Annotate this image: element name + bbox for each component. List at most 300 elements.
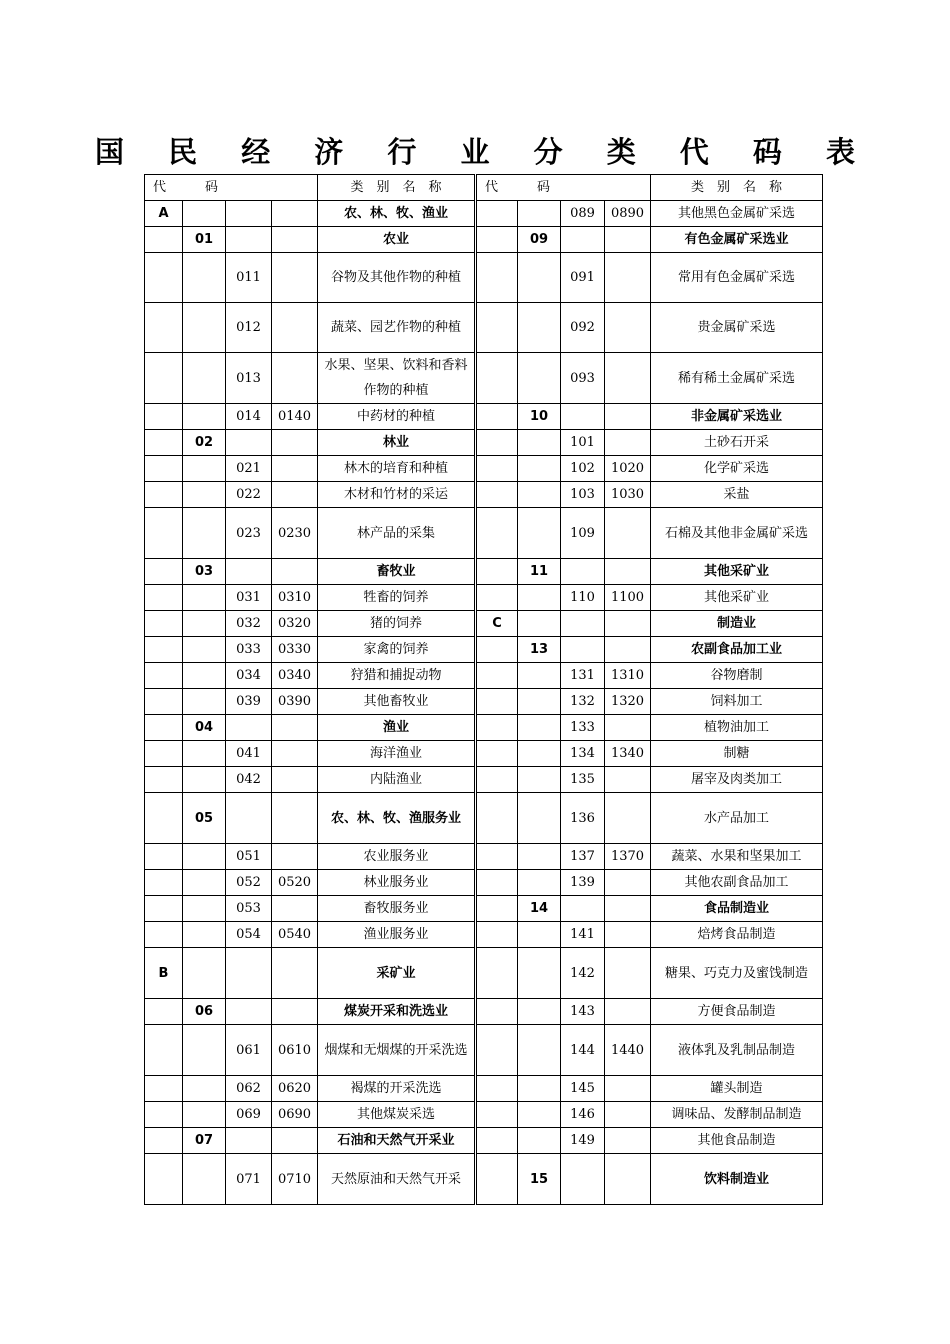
- left-code-c4: [272, 353, 318, 404]
- right-code-c4: [605, 559, 651, 585]
- left-category-name: 谷物及其他作物的种植: [318, 253, 476, 303]
- left-code-c2: [183, 253, 226, 303]
- right-code-c4: [605, 1102, 651, 1128]
- left-category-name: 渔业: [318, 715, 476, 741]
- left-code-c4: 0140: [272, 404, 318, 430]
- left-code-c4: [272, 430, 318, 456]
- table-row: [145, 741, 823, 767]
- left-code-c4: [272, 767, 318, 793]
- right-category-name: 食品制造业: [651, 896, 823, 922]
- right-code-c2: [518, 303, 561, 353]
- left-category-name: 牲畜的饲养: [318, 585, 476, 611]
- left-category-name: 石油和天然气开采业: [318, 1128, 476, 1154]
- right-code-c4: [605, 303, 651, 353]
- left-code-c3: 013: [226, 353, 272, 404]
- left-code-c2: 07: [183, 1128, 226, 1154]
- table-row: [145, 1025, 823, 1076]
- right-category-name: 蔬菜、水果和坚果加工: [651, 844, 823, 870]
- right-code-c1: [476, 844, 518, 870]
- right-category-name: 有色金属矿采选业: [651, 227, 823, 253]
- right-code-c2: [518, 611, 561, 637]
- left-code-c2: 04: [183, 715, 226, 741]
- left-code-c3: 033: [226, 637, 272, 663]
- industry-code-table: [144, 174, 823, 1205]
- left-code-c4: 0310: [272, 585, 318, 611]
- left-code-c2: [183, 585, 226, 611]
- left-code-c4: 0320: [272, 611, 318, 637]
- right-code-c3: 091: [561, 253, 605, 303]
- right-code-c3: 137: [561, 844, 605, 870]
- right-code-c1: [476, 430, 518, 456]
- right-code-c4: [605, 715, 651, 741]
- left-code-c3: 021: [226, 456, 272, 482]
- right-code-c3: 101: [561, 430, 605, 456]
- left-code-c3: 022: [226, 482, 272, 508]
- right-code-c2: [518, 715, 561, 741]
- right-code-c4: [605, 793, 651, 844]
- right-code-c4: [605, 896, 651, 922]
- right-code-c3: 102: [561, 456, 605, 482]
- left-code-c3: [226, 227, 272, 253]
- right-code-c1: [476, 303, 518, 353]
- right-category-name: 糖果、巧克力及蜜饯制造: [651, 948, 823, 999]
- right-code-c2: [518, 689, 561, 715]
- right-category-name: 非金属矿采选业: [651, 404, 823, 430]
- left-code-c2: [183, 1102, 226, 1128]
- right-code-c1: [476, 227, 518, 253]
- right-code-c4: 1030: [605, 482, 651, 508]
- left-code-c3: [226, 999, 272, 1025]
- right-category-name: 方便食品制造: [651, 999, 823, 1025]
- left-code-c1: [145, 1102, 183, 1128]
- left-code-c4: 0390: [272, 689, 318, 715]
- right-code-c3: 093: [561, 353, 605, 404]
- right-code-c4: 1340: [605, 741, 651, 767]
- left-category-name: 家禽的饲养: [318, 637, 476, 663]
- right-code-c1: [476, 1102, 518, 1128]
- left-code-c3: [226, 430, 272, 456]
- left-category-name: 林业服务业: [318, 870, 476, 896]
- left-code-c4: [272, 482, 318, 508]
- left-category-name: 林产品的采集: [318, 508, 476, 559]
- left-code-c3: 041: [226, 741, 272, 767]
- left-code-c3: 014: [226, 404, 272, 430]
- right-code-c1: [476, 1154, 518, 1205]
- right-code-c3: 133: [561, 715, 605, 741]
- left-category-name: 渔业服务业: [318, 922, 476, 948]
- right-code-c1: [476, 353, 518, 404]
- right-code-c4: [605, 922, 651, 948]
- table-row: [145, 1128, 823, 1154]
- right-category-name: 植物油加工: [651, 715, 823, 741]
- left-code-c1: [145, 689, 183, 715]
- right-code-c1: [476, 793, 518, 844]
- left-code-c3: 053: [226, 896, 272, 922]
- right-code-c1: [476, 689, 518, 715]
- right-category-name: 石棉及其他非金属矿采选: [651, 508, 823, 559]
- table-row: [145, 793, 823, 844]
- table-row: [145, 404, 823, 430]
- table-row: [145, 559, 823, 585]
- right-code-c2: [518, 430, 561, 456]
- left-code-c2: 05: [183, 793, 226, 844]
- right-code-c3: 103: [561, 482, 605, 508]
- left-category-name: 中药材的种植: [318, 404, 476, 430]
- left-code-c2: [183, 482, 226, 508]
- right-code-c4: 1100: [605, 585, 651, 611]
- table-row: [145, 870, 823, 896]
- left-code-c1: [145, 1128, 183, 1154]
- right-category-name: 其他黑色金属矿采选: [651, 201, 823, 227]
- left-category-name: 农、林、牧、渔服务业: [318, 793, 476, 844]
- left-category-name: 农业服务业: [318, 844, 476, 870]
- right-code-c1: [476, 663, 518, 689]
- right-code-c1: [476, 896, 518, 922]
- right-code-c3: [561, 227, 605, 253]
- right-category-name: 制造业: [651, 611, 823, 637]
- left-category-name: 林业: [318, 430, 476, 456]
- left-code-c4: 0330: [272, 637, 318, 663]
- table-row: [145, 922, 823, 948]
- left-code-c1: [145, 1154, 183, 1205]
- left-code-c1: [145, 1025, 183, 1076]
- left-code-c2: [183, 456, 226, 482]
- left-code-c2: [183, 353, 226, 404]
- header-name-left: 类 别 名 称: [318, 175, 476, 201]
- right-code-c4: 1310: [605, 663, 651, 689]
- right-code-c3: 110: [561, 585, 605, 611]
- table-row: [145, 353, 823, 404]
- right-category-name: 其他采矿业: [651, 559, 823, 585]
- right-code-c1: C: [476, 611, 518, 637]
- left-category-name: 煤炭开采和洗选业: [318, 999, 476, 1025]
- left-code-c4: [272, 559, 318, 585]
- right-code-c2: [518, 508, 561, 559]
- right-code-c1: [476, 922, 518, 948]
- table-row: [145, 715, 823, 741]
- right-code-c2: 13: [518, 637, 561, 663]
- left-code-c2: [183, 404, 226, 430]
- right-code-c1: [476, 637, 518, 663]
- left-code-c2: [183, 896, 226, 922]
- left-code-c1: [145, 585, 183, 611]
- left-code-c3: 011: [226, 253, 272, 303]
- right-code-c1: [476, 1128, 518, 1154]
- right-code-c2: 15: [518, 1154, 561, 1205]
- table-row: [145, 253, 823, 303]
- right-code-c4: [605, 253, 651, 303]
- right-category-name: 屠宰及肉类加工: [651, 767, 823, 793]
- right-code-c1: [476, 201, 518, 227]
- left-code-c4: 0230: [272, 508, 318, 559]
- left-category-name: 其他畜牧业: [318, 689, 476, 715]
- right-code-c4: [605, 1154, 651, 1205]
- right-code-c3: 089: [561, 201, 605, 227]
- left-code-c1: [145, 559, 183, 585]
- right-code-c4: [605, 227, 651, 253]
- right-code-c2: [518, 1076, 561, 1102]
- right-code-c3: 134: [561, 741, 605, 767]
- left-code-c4: [272, 948, 318, 999]
- left-code-c1: [145, 715, 183, 741]
- table-body: [145, 175, 823, 1205]
- left-code-c1: [145, 456, 183, 482]
- left-code-c4: [272, 896, 318, 922]
- left-code-c2: 06: [183, 999, 226, 1025]
- left-code-c3: 061: [226, 1025, 272, 1076]
- right-code-c3: 146: [561, 1102, 605, 1128]
- right-code-c4: [605, 948, 651, 999]
- left-code-c4: 0520: [272, 870, 318, 896]
- left-code-c3: [226, 559, 272, 585]
- left-category-name: 褐煤的开采洗选: [318, 1076, 476, 1102]
- left-code-c4: [272, 715, 318, 741]
- left-category-name: 水果、坚果、饮料和香料作物的种植: [318, 353, 476, 404]
- right-code-c4: 1320: [605, 689, 651, 715]
- right-code-c2: [518, 663, 561, 689]
- left-category-name: 内陆渔业: [318, 767, 476, 793]
- right-code-c2: [518, 585, 561, 611]
- right-code-c4: [605, 999, 651, 1025]
- left-code-c4: [272, 999, 318, 1025]
- right-code-c4: [605, 637, 651, 663]
- right-code-c3: 092: [561, 303, 605, 353]
- right-code-c1: [476, 870, 518, 896]
- right-category-name: 其他食品制造: [651, 1128, 823, 1154]
- right-code-c4: 0890: [605, 201, 651, 227]
- right-code-c3: 149: [561, 1128, 605, 1154]
- left-category-name: 农业: [318, 227, 476, 253]
- right-code-c2: [518, 999, 561, 1025]
- right-code-c2: [518, 353, 561, 404]
- left-category-name: 蔬菜、园艺作物的种植: [318, 303, 476, 353]
- right-category-name: 采盐: [651, 482, 823, 508]
- table-row: [145, 999, 823, 1025]
- page-title: 国 民 经 济 行 业 分 类 代 码 表: [95, 135, 872, 169]
- left-code-c4: [272, 201, 318, 227]
- left-code-c3: 034: [226, 663, 272, 689]
- left-code-c1: [145, 353, 183, 404]
- table-row: [145, 227, 823, 253]
- header-code-left: 代 码: [145, 175, 318, 201]
- left-code-c1: [145, 767, 183, 793]
- right-code-c4: [605, 508, 651, 559]
- left-code-c2: 01: [183, 227, 226, 253]
- left-code-c3: [226, 948, 272, 999]
- left-code-c2: [183, 1154, 226, 1205]
- left-code-c1: B: [145, 948, 183, 999]
- table-row: [145, 508, 823, 559]
- left-code-c4: [272, 253, 318, 303]
- right-code-c4: [605, 404, 651, 430]
- left-category-name: 猪的饲养: [318, 611, 476, 637]
- left-code-c4: [272, 793, 318, 844]
- left-code-c2: 03: [183, 559, 226, 585]
- left-code-c3: 023: [226, 508, 272, 559]
- right-code-c2: [518, 767, 561, 793]
- left-code-c1: [145, 508, 183, 559]
- right-category-name: 土砂石开采: [651, 430, 823, 456]
- right-code-c1: [476, 715, 518, 741]
- table-row: [145, 1154, 823, 1205]
- right-code-c4: [605, 611, 651, 637]
- right-category-name: 罐头制造: [651, 1076, 823, 1102]
- left-category-name: 林木的培育和种植: [318, 456, 476, 482]
- left-code-c4: 0340: [272, 663, 318, 689]
- header-code-right: 代 码: [476, 175, 651, 201]
- right-code-c3: 135: [561, 767, 605, 793]
- right-category-name: 贵金属矿采选: [651, 303, 823, 353]
- left-code-c4: 0620: [272, 1076, 318, 1102]
- right-code-c4: [605, 353, 651, 404]
- right-code-c3: [561, 1154, 605, 1205]
- left-code-c2: [183, 844, 226, 870]
- right-code-c3: [561, 637, 605, 663]
- right-code-c3: 143: [561, 999, 605, 1025]
- left-code-c1: [145, 430, 183, 456]
- right-category-name: 调味品、发酵制品制造: [651, 1102, 823, 1128]
- left-code-c1: [145, 482, 183, 508]
- left-code-c3: 039: [226, 689, 272, 715]
- left-code-c1: [145, 663, 183, 689]
- left-code-c4: [272, 741, 318, 767]
- left-code-c2: [183, 689, 226, 715]
- right-category-name: 饲料加工: [651, 689, 823, 715]
- left-code-c3: [226, 1128, 272, 1154]
- right-category-name: 农副食品加工业: [651, 637, 823, 663]
- right-code-c3: [561, 559, 605, 585]
- right-code-c4: [605, 430, 651, 456]
- right-code-c2: [518, 1102, 561, 1128]
- table-row: [145, 637, 823, 663]
- left-category-name: 烟煤和无烟煤的开采洗选: [318, 1025, 476, 1076]
- left-code-c3: 069: [226, 1102, 272, 1128]
- right-code-c4: 1020: [605, 456, 651, 482]
- table-row: [145, 1076, 823, 1102]
- right-code-c2: 09: [518, 227, 561, 253]
- left-category-name: 畜牧服务业: [318, 896, 476, 922]
- left-category-name: 农、林、牧、渔业: [318, 201, 476, 227]
- right-code-c3: [561, 896, 605, 922]
- left-category-name: 畜牧业: [318, 559, 476, 585]
- right-code-c1: [476, 508, 518, 559]
- right-category-name: 制糖: [651, 741, 823, 767]
- right-code-c3: 145: [561, 1076, 605, 1102]
- left-code-c3: 031: [226, 585, 272, 611]
- left-code-c1: [145, 741, 183, 767]
- right-code-c3: 139: [561, 870, 605, 896]
- right-code-c1: [476, 999, 518, 1025]
- table-row: [145, 948, 823, 999]
- left-code-c4: [272, 303, 318, 353]
- left-code-c1: [145, 303, 183, 353]
- table-row: [145, 456, 823, 482]
- right-code-c3: 142: [561, 948, 605, 999]
- right-code-c4: 1370: [605, 844, 651, 870]
- header-name-right: 类 别 名 称: [651, 175, 823, 201]
- right-code-c2: [518, 844, 561, 870]
- right-code-c1: [476, 1076, 518, 1102]
- right-code-c2: [518, 253, 561, 303]
- right-code-c3: 109: [561, 508, 605, 559]
- left-code-c4: 0610: [272, 1025, 318, 1076]
- left-code-c2: [183, 767, 226, 793]
- right-code-c4: [605, 1128, 651, 1154]
- left-code-c4: 0710: [272, 1154, 318, 1205]
- right-category-name: 谷物磨制: [651, 663, 823, 689]
- right-category-name: 焙烤食品制造: [651, 922, 823, 948]
- table-row: [145, 201, 823, 227]
- right-code-c1: [476, 767, 518, 793]
- right-code-c2: [518, 1025, 561, 1076]
- right-code-c1: [476, 1025, 518, 1076]
- left-code-c1: [145, 227, 183, 253]
- right-code-c2: [518, 482, 561, 508]
- left-code-c3: 051: [226, 844, 272, 870]
- right-category-name: 液体乳及乳制品制造: [651, 1025, 823, 1076]
- left-code-c1: A: [145, 201, 183, 227]
- right-code-c1: [476, 559, 518, 585]
- table-header-row: [145, 175, 823, 201]
- right-category-name: 水产品加工: [651, 793, 823, 844]
- left-code-c2: [183, 201, 226, 227]
- left-code-c4: 0540: [272, 922, 318, 948]
- left-code-c2: [183, 1025, 226, 1076]
- left-category-name: 海洋渔业: [318, 741, 476, 767]
- right-code-c2: [518, 870, 561, 896]
- right-code-c1: [476, 482, 518, 508]
- right-code-c3: 141: [561, 922, 605, 948]
- left-code-c4: [272, 227, 318, 253]
- left-code-c3: 054: [226, 922, 272, 948]
- right-code-c3: [561, 611, 605, 637]
- right-code-c1: [476, 404, 518, 430]
- table-row: [145, 430, 823, 456]
- right-code-c4: [605, 1076, 651, 1102]
- right-category-name: 常用有色金属矿采选: [651, 253, 823, 303]
- right-category-name: 饮料制造业: [651, 1154, 823, 1205]
- right-code-c4: 1440: [605, 1025, 651, 1076]
- left-code-c3: 012: [226, 303, 272, 353]
- left-code-c1: [145, 870, 183, 896]
- left-code-c2: [183, 948, 226, 999]
- left-code-c1: [145, 922, 183, 948]
- right-category-name: 其他农副食品加工: [651, 870, 823, 896]
- left-code-c1: [145, 637, 183, 663]
- right-code-c2: [518, 922, 561, 948]
- table-row: [145, 767, 823, 793]
- left-code-c3: 062: [226, 1076, 272, 1102]
- left-code-c2: [183, 870, 226, 896]
- right-category-name: 其他采矿业: [651, 585, 823, 611]
- right-code-c2: 11: [518, 559, 561, 585]
- left-code-c4: [272, 844, 318, 870]
- right-code-c4: [605, 767, 651, 793]
- left-code-c3: 052: [226, 870, 272, 896]
- table-row: [145, 844, 823, 870]
- left-code-c3: 071: [226, 1154, 272, 1205]
- left-code-c2: [183, 508, 226, 559]
- table-row: [145, 585, 823, 611]
- left-code-c2: [183, 922, 226, 948]
- right-code-c1: [476, 948, 518, 999]
- left-code-c4: 0690: [272, 1102, 318, 1128]
- table-row: [145, 896, 823, 922]
- left-code-c1: [145, 404, 183, 430]
- left-code-c2: [183, 663, 226, 689]
- right-code-c1: [476, 741, 518, 767]
- table-row: [145, 611, 823, 637]
